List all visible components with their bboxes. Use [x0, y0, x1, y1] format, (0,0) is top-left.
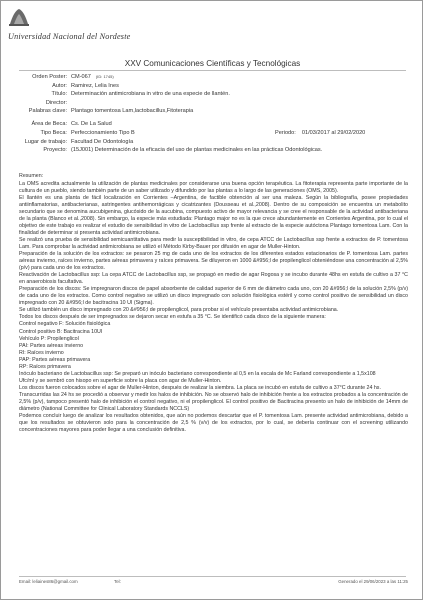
lugar-label: Lugar de trabajo: — [24, 138, 67, 145]
header-divider — [19, 70, 406, 71]
titulo-label: Título: — [51, 91, 67, 98]
orden-label: Orden Poster: — [32, 74, 67, 80]
titulo-value: Determinación antimicrobiana in vitro de una especie de llantén. — [71, 91, 230, 98]
proyecto-label: Proyecto: — [43, 147, 67, 154]
autor-label: Autor: — [52, 82, 67, 89]
abstract-paragraph: Transcurridas las 24 hs se procedió a observar y medir los halos de inhibición. No se observó halo de inhibición frente a los extractos probados a la concentración de 2,5% (p/v), tampoco presentó halo de inhibición el control negativo, ni el propilenglicol. El control positivo de Bacitracina presento un halo de inhibición de 14mm de diámetro (National Committee for Clinical Laboratory Standards NCCLS) — [19, 391, 408, 413]
tipo-value: Perfeccionamiento Tipo B — [71, 130, 135, 137]
proyecto-row — [1, 146, 423, 155]
abstract-paragraph: Se utilizó también un disco impregnado con 20 &#956;l de propilenglicol, para probar si el vehículo presentaba actividad antimicrobiana. — [19, 307, 339, 314]
orden-row — [1, 73, 423, 82]
area-value: Cs. De La Salud — [71, 121, 112, 128]
abstract-paragraph: Los discos fueron colocados sobre el agar de Muller-Hinton, después de realizar la siembra. La placa se incubó en estufa de cultivo a 37°C durante 24 hs. — [19, 384, 381, 391]
footer-email: Email: leliaines86@gmail.com — [19, 579, 78, 584]
abstract-paragraph: Todos los discos después de ser impregnados se dejaron secar en estufa a 35 °C. Se identificó cada disco de la siguiente manera: — [19, 314, 326, 321]
area-label: Área de Beca: — [31, 121, 67, 128]
abstract-section — [19, 173, 408, 434]
footer-divider — [19, 576, 406, 577]
abstract-paragraph: RP: Raíces primavera — [19, 363, 71, 370]
abstract-paragraph: PAI: Partes aéreas invierno — [19, 342, 84, 349]
orden-value: CM-067 — [71, 74, 91, 80]
abstract-paragraph: Preparación de los discos: Se impregnaron discos de papel absorbente de calidad superior de 6 mm de diámetro cada uno, con 20 &#956;l de la solución 2,5% (p/v) de cada uno de los extractos. Como control negativo se utilizó un disco impregnado con solución fisiológica estéril y como control positivo de sensibilidad un disco impregnado con 20 &#956;l de bacitracina 10 UI (Sigma). — [19, 286, 408, 307]
abstract-paragraph: Control positivo B: Bacitracina 10UI — [19, 328, 103, 335]
abstract-paragraph: Ufc/ml y se sembró con hisopo en superficie sobre la placa con agar de Muller-Hinton. — [19, 377, 222, 384]
abstract-paragraph: Preparación de la solución de los extractos: se pesaron 25 mg de cada uno de los extractos de los diferentes estados estacionarios de P. tomentosa Lam. partes aéreas invierno, raíces invierno, partes aéreas primavera y raíces primavera. Se diluyeron en 1000 &#956;l de propilenglicol obteniéndose una concentración al 2,5% (p/v) para cada uno de los extractos. — [19, 251, 408, 272]
director-row — [1, 99, 423, 108]
abstract-paragraph: La OMS acredita actualmente la utilización de plantas medicinales por considerarse una buena opción terapéutica. La fitoterapia representa parte importante de la cultura de un pueblo, siendo también parte de un saber utilizado y difundido por las plantas a lo largo de las generaciones (OMS, 2005). — [19, 180, 408, 194]
lugar-row — [1, 138, 423, 147]
abstract-heading: Resumen: — [19, 173, 44, 179]
abstract-paragraph: Podemos concluir luego de analizar los resultados obtenidos, que aún no podemos descartar que el P. tomentosa Lam. presente actividad antimicrobiana, debido a que los resultados se obtuvieron solo para la concentración de 2,5 % (v/v) de los extractos, por lo cual, se debería continuar con el screening utilizando concentraciones mayores para poder llegar a una conclusión definitiva. — [19, 413, 408, 434]
university-crest-icon — [8, 7, 30, 27]
autor-row — [1, 82, 423, 91]
footer-generated: Generado el 29/06/2023 a las 11:25 — [338, 579, 408, 584]
abstract-paragraph: Reactivación de Lactobacillus ssp: La cepa ATCC de Lactobacillus ssp, se propagó en medio de agar Rogosa y se incubo durante 48hs en estufa de cultivo a 37 °C en anaerobiosis facultativa. — [19, 272, 408, 286]
university-name: Universidad Nacional del Nordeste — [8, 32, 131, 41]
abstract-paragraph: RI: Raíces invierno — [19, 349, 64, 356]
autor-value: Ramirez, Lelia Ines — [71, 82, 119, 89]
periodo-value: 01/03/2017 al 29/02/2020 — [301, 130, 366, 137]
conference-title: XXV Comunicaciones Científicas y Tecnológicas — [124, 59, 301, 68]
tipo-row — [1, 129, 423, 138]
abstract-body — [19, 181, 408, 435]
palabras-value: Plantago tomentosa Lam,lactobacillus,Fitoterapia — [71, 108, 194, 115]
area-row — [1, 120, 423, 129]
metadata-block — [1, 73, 423, 155]
abstract-paragraph: Se realizó una prueba de sensibilidad semicuantitativa para medir la susceptibilidad in vitro, de cepa ATCC de Lactobacillus ssp frente a extractos de P. tomentosa Lam. Para comprobar la actividad antimicrobiana se utilizó el Método Kirby-Bauer por difusión en agar de Muller-Hinton. — [19, 236, 408, 250]
footer-tel: Tel: — [114, 579, 121, 584]
director-label: Director: — [45, 99, 67, 106]
titulo-row — [1, 90, 423, 99]
abstract-paragraph: Control negativo F: Solución fisiológica — [19, 321, 111, 328]
orden-id: (ID: 1745) — [95, 74, 114, 79]
proyecto-value: (15J001) Determinación de la eficacia del uso de plantas medicinales en las prácticas Odontológicas. — [71, 147, 323, 154]
abstract-paragraph: PAP: Partes aéreas primavera — [19, 356, 91, 363]
tipo-label: Tipo Beca: — [40, 130, 67, 137]
abstract-paragraph: Inóculo bacteriano de Lactobacillus ssp: Se preparó un inóculo bacteriano correspondiente al 0,5 en la escala de Mc Farland correspondiente a 1,5x108 — [19, 370, 376, 377]
palabras-label: Palabras clave: — [28, 108, 67, 115]
lugar-value: Facultad De Odontología — [71, 138, 134, 145]
abstract-paragraph: El llantén es una planta de fácil localización en Corrientes –Argentina, de factible obtención al ser una maleza. Según la bibliografía, posee propiedades antiinflamatorias, antibacterianas, astringentes antihemorrágicas y cicatrizantes (Dousseau et al.,2008). Dentro de su composición se encuentra un metabolito secundario que se denomina aucubigenina, glucósido de la aucubina, compuesto activo de mayor relevancia y se cree el responsable de la actividad antibacteriana de la planta (Blanco et al.,2008). Sin embargo, la especie más estudiada: Plantago major no es la que crece abundantemente en Corrientes Argentina, por lo cual el objetivo de este trabajo es realizar el estudio de sensibilidad in vitro de Lactobacillus ssp frente al extracto de la especie autóctona Plantago tomentosa Lam. Con la finalidad de determinar si presenta actividad antimicrobiana. — [19, 194, 408, 236]
abstract-paragraph: Vehículo P: Propilenglicol — [19, 335, 79, 342]
palabras-row — [1, 107, 423, 116]
university-logo — [8, 5, 168, 45]
periodo-label: Periodo: — [275, 130, 296, 137]
